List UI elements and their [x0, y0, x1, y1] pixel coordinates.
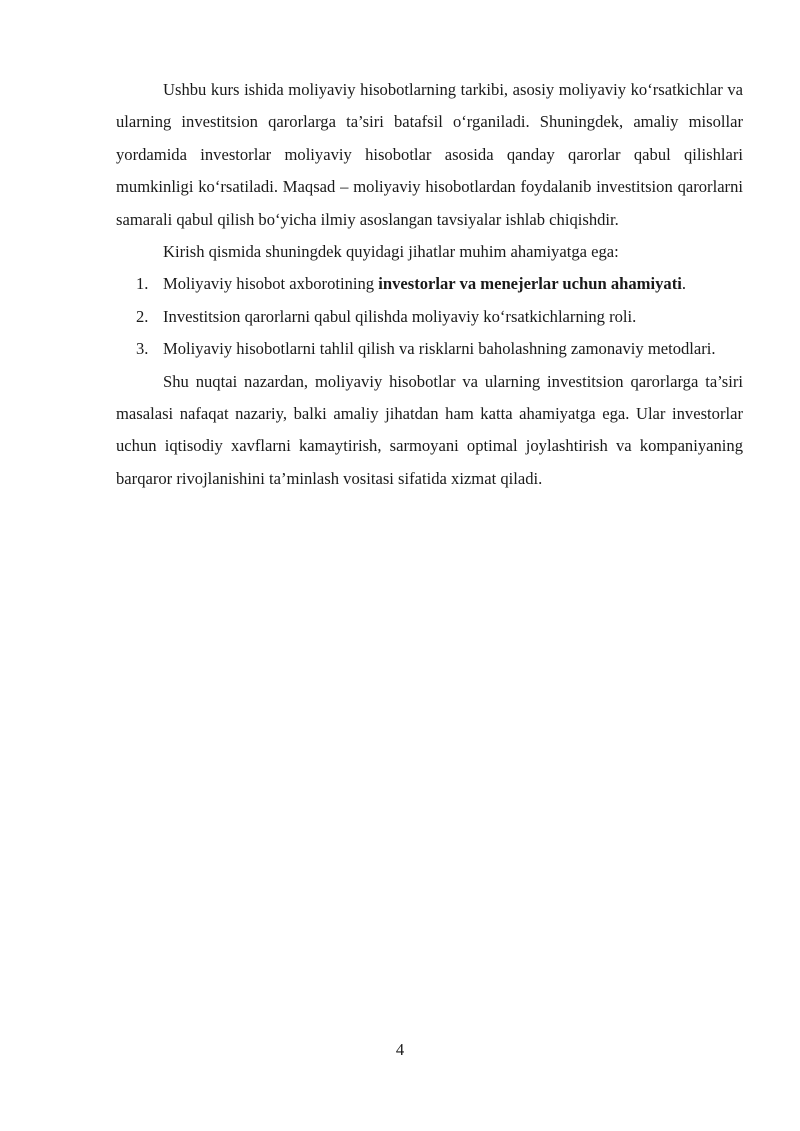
intro-paragraph: Ushbu kurs ishida moliyaviy hisobotlarning tarkibi, asosiy moliyaviy ko‘rsatkichlar va ularning investitsion qarorlarga ta’siri batafsil o‘rganiladi. Shuningdek, amaliy misollar yordamida investorlar moliyaviy hisobotlar asosida qanday qarorlar qabul qilishlari mumkinligi ko‘rsatiladi. Maqsad – moliyaviy hisobotlardan foydalanib investitsion qarorlarni samarali qabul qilish bo‘yicha ilmiy asoslangan tavsiyalar ishlab chiqishdir. — [116, 80, 743, 229]
page-number: 4 — [395, 1040, 405, 1059]
list-item — [116, 301, 743, 333]
aspects-list — [116, 268, 743, 365]
list-intro-paragraph: Kirish qismida shuningdek quyidagi jihatlar muhim ahamiyatga ega: — [163, 242, 619, 262]
document-body — [116, 74, 743, 495]
list-item-bold-text: investorlar va menejerlar uchun ahamiyati — [378, 274, 682, 294]
list-item-text-end: . — [681, 274, 686, 294]
list-item-text: Moliyaviy hisobot axborotining — [163, 274, 379, 294]
conclusion-paragraph: Shu nuqtai nazardan, moliyaviy hisobotlar va ularning investitsion qarorlarga ta’siri masalasi nafaqat nazariy, balki amaliy jihatdan ham katta ahamiyatga ega. Ular investorlar uchun iqtisodiy xavflarni kamaytirish, sarmoyani optimal joylashtirish va kompaniyaning barqaror rivojlanishini ta’minlash vositasi sifatida xizmat qiladi. — [116, 371, 743, 488]
list-item-number: 1. — [136, 274, 149, 294]
list-item-number: 3. — [136, 339, 149, 359]
list-item — [116, 268, 743, 300]
list-item-number: 2. — [136, 306, 149, 326]
list-item-text: Investitsion qarorlarni qabul qilishda moliyaviy ko‘rsatkichlarning roli. — [163, 306, 637, 326]
list-item — [116, 333, 743, 365]
list-item-text: Moliyaviy hisobotlarni tahlil qilish va risklarni baholashning zamonaviy metodlari. — [163, 339, 716, 359]
